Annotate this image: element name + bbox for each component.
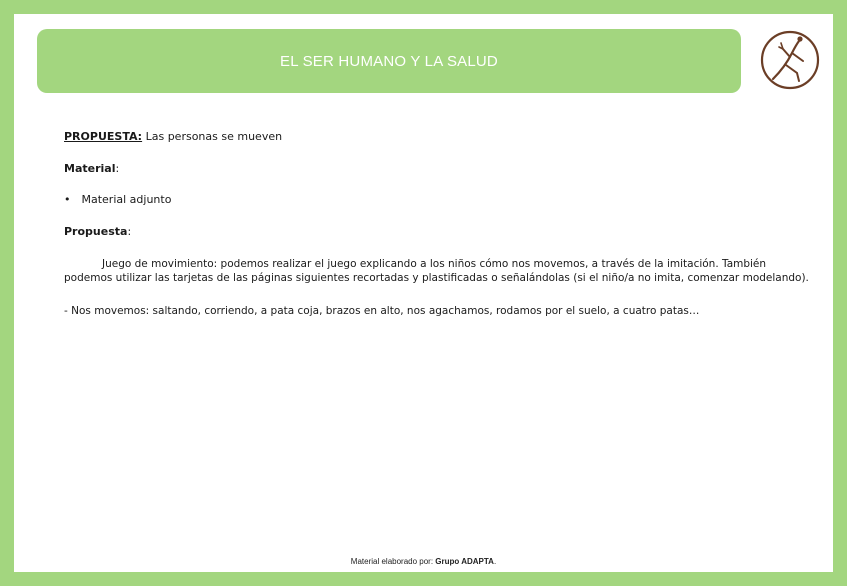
figure-in-circle-logo	[759, 29, 821, 91]
footer-credit	[0, 557, 847, 566]
material-colon: :	[115, 162, 120, 175]
footer-suffix: .	[493, 557, 497, 566]
game-paragraph	[64, 257, 809, 285]
header-bar	[37, 29, 741, 93]
movements-text: - Nos movemos: saltando, corriendo, a pata coja, brazos en alto, nos agachamos, rodamos por el suelo, a cuatro patas…	[64, 305, 700, 317]
material-heading	[64, 162, 119, 176]
material-item-text: Material adjunto	[81, 193, 172, 206]
material-label: Material	[64, 162, 116, 175]
material-list-item	[64, 193, 171, 207]
propuesta-heading	[64, 225, 131, 239]
page-title: EL SER HUMANO Y LA SALUD	[280, 52, 498, 70]
page	[14, 14, 833, 572]
propuesta-colon: :	[127, 225, 132, 238]
footer-author: Grupo ADAPTA	[435, 557, 494, 566]
game-paragraph-text: Juego de movimiento: podemos realizar el juego explicando a los niños cómo nos movemos, a través de la imitación. También podemos utilizar las tarjetas de las páginas siguientes recortadas y plastificadas o señalándolas (si el niño/a no imita, comenzar modelando).	[64, 258, 809, 284]
movements-line	[64, 304, 809, 318]
propuesta-label: Propuesta	[64, 225, 128, 238]
bullet-icon: •	[64, 193, 71, 206]
proposal-label: PROPUESTA:	[64, 130, 143, 143]
proposal-text: Las personas se mueven	[145, 130, 283, 143]
footer-prefix: Material elaborado por:	[350, 557, 436, 566]
proposal-line	[64, 130, 282, 144]
